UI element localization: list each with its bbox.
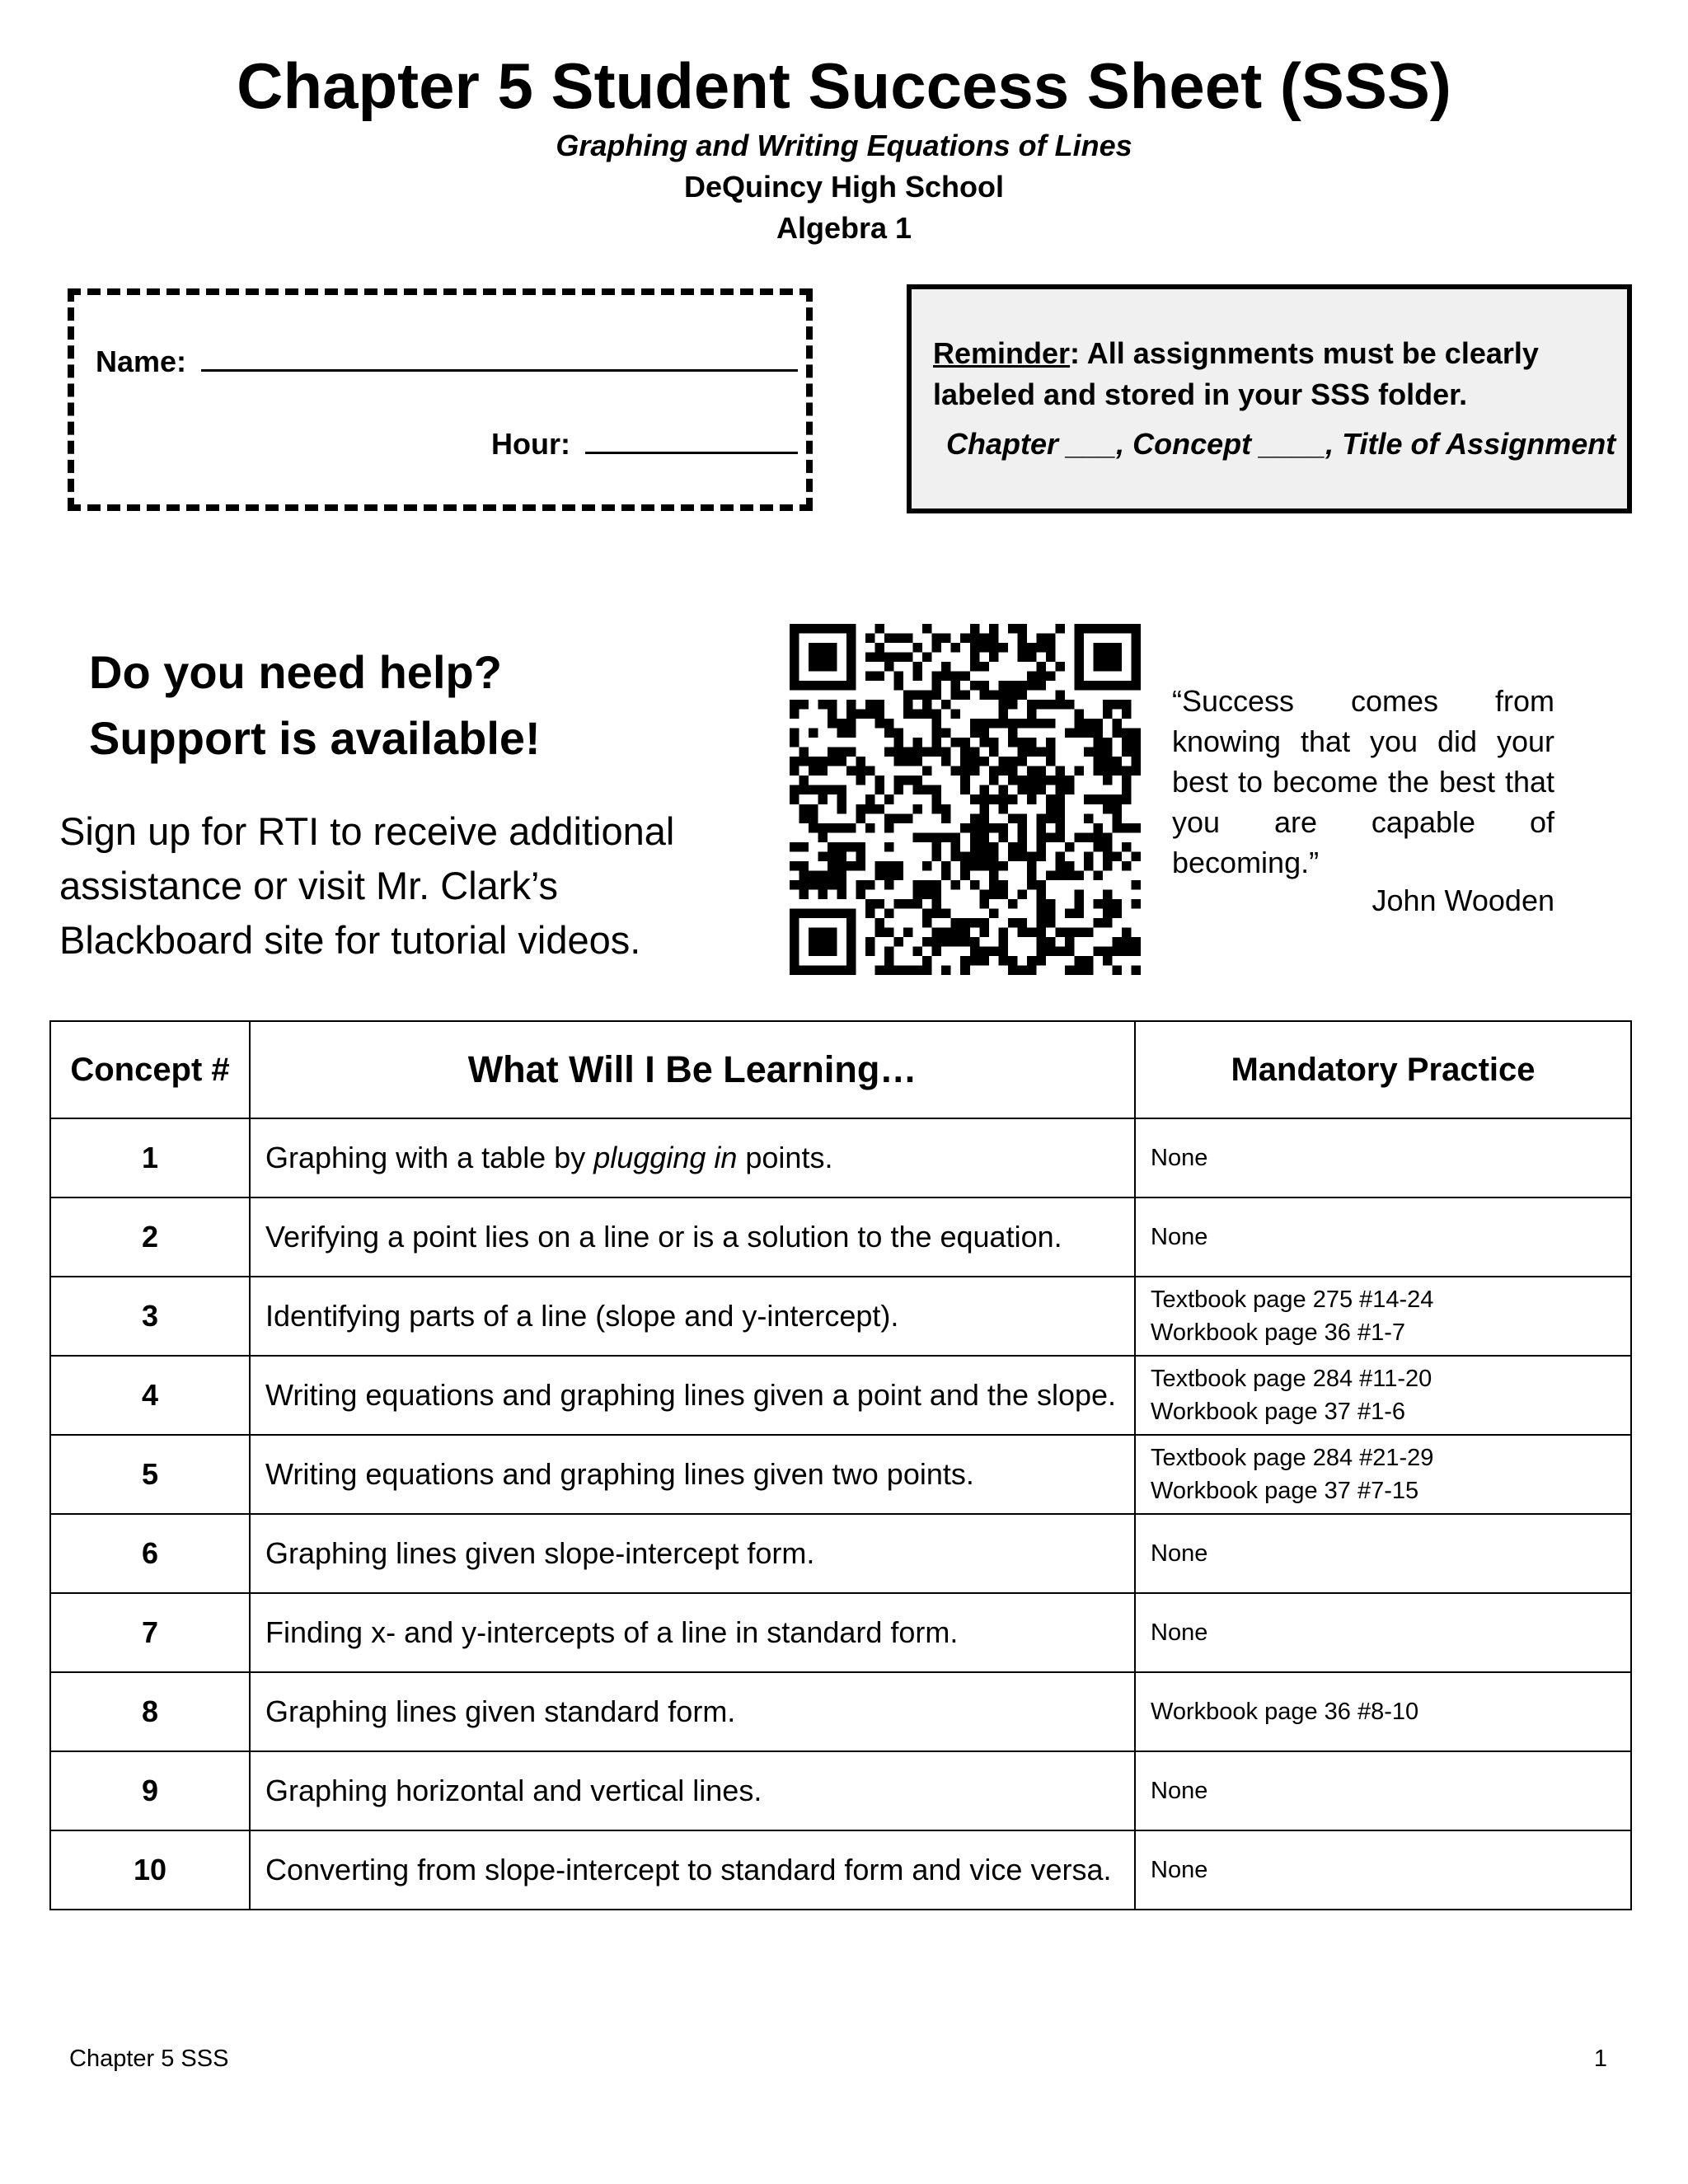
practice-item: None (1151, 1619, 1208, 1646)
footer-label: Chapter 5 SSS (69, 2046, 229, 2072)
learning-text: Graphing lines given slope-intercept form. (265, 1536, 815, 1570)
reminder-format: Chapter ___, Concept ____, Title of Assignment (946, 427, 1616, 461)
learning-objective (250, 1435, 1135, 1514)
mandatory-practice (1135, 1672, 1631, 1751)
learning-text: Writing equations and graphing lines given two points. (265, 1457, 974, 1491)
hour-field[interactable] (585, 427, 798, 454)
concept-number: 9 (50, 1751, 250, 1830)
table-row (50, 1356, 1631, 1435)
header-concept-number: Concept # (50, 1021, 250, 1118)
learning-text: Identifying parts of a line (slope and y-intercept). (265, 1299, 899, 1333)
hour-label: Hour: (491, 427, 570, 461)
reminder-body: : All assignments must be clearly labeled and stored in your SSS folder. (933, 336, 1539, 411)
concept-number: 7 (50, 1593, 250, 1672)
practice-item: None (1151, 1540, 1208, 1567)
course-name: Algebra 1 (776, 211, 912, 245)
reminder-text (933, 333, 1617, 415)
learning-text: Finding x- and y-intercepts of a line in standard form. (265, 1615, 959, 1649)
concept-number: 6 (50, 1514, 250, 1593)
learning-text: Converting from slope-intercept to standard form and vice versa. (265, 1853, 1112, 1886)
concepts-table (49, 1020, 1632, 1910)
name-field[interactable] (201, 344, 798, 372)
practice-item: None (1151, 1857, 1208, 1883)
school-name: DeQuincy High School (683, 170, 1005, 204)
reminder-label: Reminder (933, 336, 1071, 370)
concept-number: 5 (50, 1435, 250, 1514)
mandatory-practice (1135, 1435, 1631, 1514)
table-header-row (50, 1021, 1631, 1118)
table-row (50, 1830, 1631, 1910)
concept-number: 2 (50, 1197, 250, 1277)
help-body: Sign up for RTI to receive additional assistance or visit Mr. Clark’s Blackboard site for tutorial videos. (59, 809, 675, 962)
learning-objective (250, 1830, 1135, 1910)
header-learning: What Will I Be Learning… (250, 1021, 1135, 1118)
learning-text: Graphing horizontal and vertical lines. (265, 1774, 762, 1807)
practice-item: Textbook page 275 #14-24 (1151, 1286, 1434, 1313)
learning-text-end: points. (737, 1141, 833, 1174)
table-row (50, 1118, 1631, 1197)
mandatory-practice (1135, 1593, 1631, 1672)
concept-number: 8 (50, 1672, 250, 1751)
header-practice: Mandatory Practice (1135, 1021, 1631, 1118)
mandatory-practice (1135, 1118, 1631, 1197)
learning-objective (250, 1277, 1135, 1356)
name-row (96, 344, 798, 379)
practice-item: Workbook page 37 #1-6 (1151, 1399, 1406, 1425)
practice-item: Workbook page 36 #8-10 (1151, 1699, 1419, 1725)
concept-number: 3 (50, 1277, 250, 1356)
learning-objective (250, 1514, 1135, 1593)
quote-text: “Success comes from knowing that you did your best to become the best that you are capable of becoming.” (1172, 684, 1554, 879)
mandatory-practice (1135, 1356, 1631, 1435)
table-row (50, 1435, 1631, 1514)
mandatory-practice (1135, 1277, 1631, 1356)
help-heading-2: Support is available! (89, 712, 541, 764)
learning-objective (250, 1356, 1135, 1435)
mandatory-practice (1135, 1514, 1631, 1593)
learning-text: Graphing with a table by (265, 1141, 594, 1174)
name-hour-box (68, 288, 813, 511)
learning-objective (250, 1593, 1135, 1672)
page-subtitle: Graphing and Writing Equations of Lines (556, 129, 1132, 162)
page-number: 1 (1593, 2046, 1607, 2072)
concept-number: 10 (50, 1830, 250, 1910)
learning-text: Verifying a point lies on a line or is a solution to the equation. (265, 1220, 1062, 1254)
qr-code-icon (790, 623, 1141, 976)
name-label: Name: (96, 344, 187, 378)
learning-text: Graphing lines given standard form. (265, 1694, 736, 1728)
learning-objective (250, 1751, 1135, 1830)
mandatory-practice (1135, 1197, 1631, 1277)
concept-number: 4 (50, 1356, 250, 1435)
concept-number: 1 (50, 1118, 250, 1197)
mandatory-practice (1135, 1830, 1631, 1910)
table-row (50, 1751, 1631, 1830)
help-heading-1: Do you need help? (89, 646, 502, 698)
table-row (50, 1514, 1631, 1593)
learning-objective (250, 1672, 1135, 1751)
mandatory-practice (1135, 1751, 1631, 1830)
table-row (50, 1197, 1631, 1277)
hour-row (491, 427, 798, 462)
table-row (50, 1277, 1631, 1356)
table-row (50, 1672, 1631, 1751)
practice-item: Textbook page 284 #21-29 (1151, 1445, 1434, 1471)
quote-author: John Wooden (1372, 883, 1554, 917)
practice-item: Workbook page 36 #1-7 (1151, 1319, 1406, 1346)
learning-objective (250, 1197, 1135, 1277)
table-row (50, 1593, 1631, 1672)
practice-item: Textbook page 284 #11-20 (1151, 1366, 1432, 1392)
learning-text: Writing equations and graphing lines given a point and the slope. (265, 1378, 1117, 1412)
practice-item: None (1151, 1778, 1208, 1804)
learning-emphasis: plugging in (593, 1141, 738, 1174)
practice-item: None (1151, 1224, 1208, 1250)
learning-objective (250, 1118, 1135, 1197)
page-title: Chapter 5 Student Success Sheet (SSS) (237, 49, 1451, 122)
practice-item: Workbook page 37 #7-15 (1151, 1478, 1419, 1504)
practice-item: None (1151, 1145, 1208, 1171)
